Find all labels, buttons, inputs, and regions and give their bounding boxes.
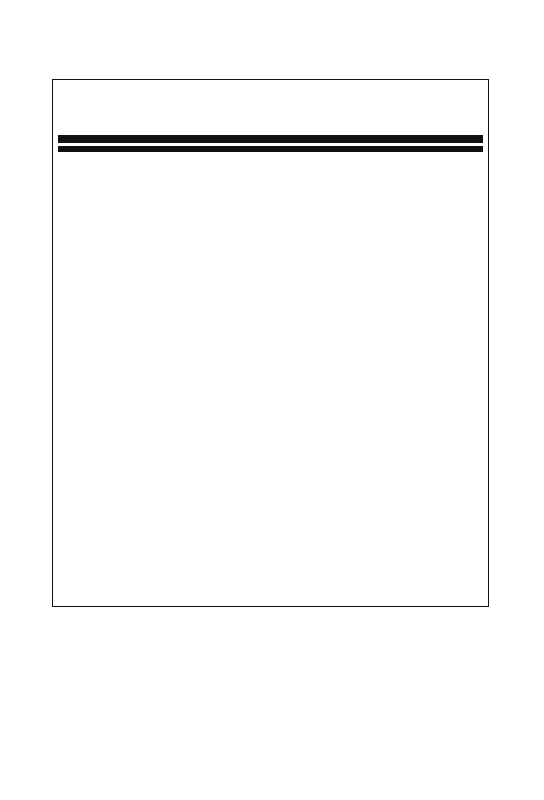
footnote <box>58 149 483 156</box>
facts-heading <box>58 80 483 118</box>
supplement-facts-panel <box>52 79 489 607</box>
serving-size <box>58 118 483 135</box>
divider-thick <box>58 135 483 143</box>
